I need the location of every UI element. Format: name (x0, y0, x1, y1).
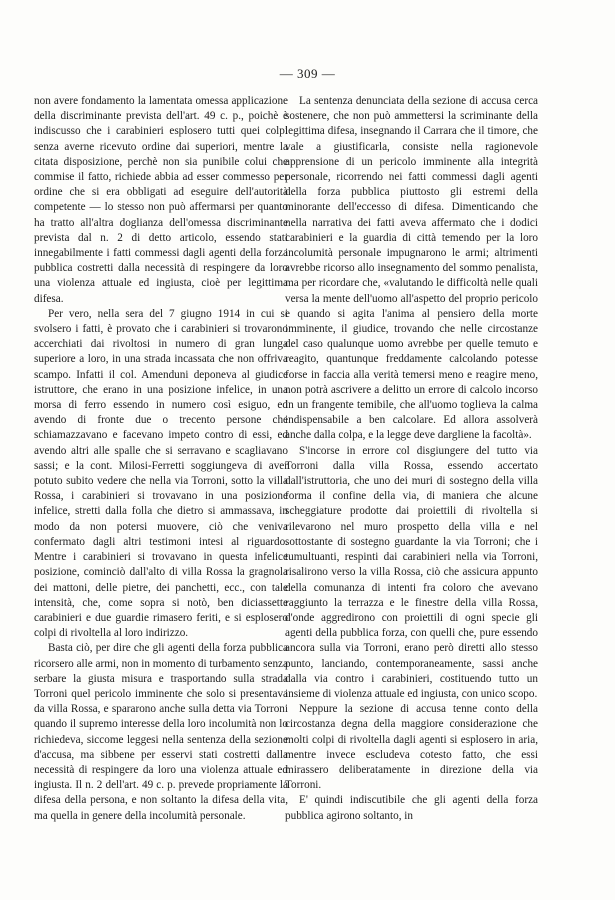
paragraph: La sentenza denunciata della sezione di accusa cerca sostenere, che non può ammettersi la scriminante della legittima difesa, insegnando il Carrara che il timore, che vale a giustificarla, consiste nella ragionevole apprensione di un pericolo imminente alla integrità personale, ricorrendo nei fatti commessi dagli agenti della forza pubblica piuttosto gli estremi della minorante dell'eccesso di difesa. Dimenticando che nella narrativa dei fatti aveva affermato che i dodici carabinieri e la guardia di città temendo per la loro incolumità personale impugnarono le armi; altrimenti avrebbe ricorso allo insegnamento del sommo penalista, ma per ricordare che, «valutando le difficoltà nelle quali versa la mente dell'uomo all'aspetto del proprio pericolo e quando si agita l'anima al pensiero della morte imminente, il giudice, trovando che nelle circostanze del caso qualunque uomo avrebbe per quelle temuto e reagito, quantunque freddamente calcolando potesse forse in faccia alla verità temersi meno e reagire meno, non potrà ascrivere a delitto un errore di calcolo incorso in un frangente temibile, che all'uomo toglieva la calma indispensabile a ben calcolare. Ed allora assolverà anche dalla colpa, e la legge deve dargliene la facoltà». (285, 95, 538, 442)
page-number: — 309 — (279, 66, 336, 81)
paragraph: Per vero, nella sera del 7 giugno 1914 in cui si svolsero i fatti, è provato che i carabinieri si trovarono accerchiati dai rivoltosi in numero di gran lunga superiore a loro, in una strada incassata che non offriva scampo. Infatti il col. Amenduni deponeva al giudice istruttore, che erano in una posizione infelice, in una morsa di ferro essendo in numero così esiguo, ed avendo di fronte due o trecento persone che schiamazzavano e facevano impeto contro di essi, ed avendo altri alle spalle che si serravano e scagliavano sassi; e la cont. Milosi-Ferretti soggiungeva di aver potuto subito vedere che nella via Torroni, sotto la villa Rossa, i carabinieri si trovavano in una posizione infelice, stretti dalla folla che dietro si ammassava, in modo da non potersi muovere, ciò che veniva confermato dagli altri testimoni intesi al riguardo. Mentre i carabinieri si trovavano in questa infelice posizione, cominciò dall'alto di villa Rossa la gragnola dei mattoni, delle pietre, dei panchetti, ecc., con tale intensità, che, come sopra si notò, ben diciassette carabinieri e due guardie rimasero feriti, e si esplosero colpi di rivoltella al loro indirizzo. (34, 307, 288, 640)
paragraph: non avere fondamento la lamentata omessa applicazione della discriminante prevista dell'art. 49 c. p., poichè è indiscusso che i carabinieri esplosero tutti quei colpi senza averne ricevuto ordine dai superiori, mentre la citata disposizione, perchè non sia punibile colui che commise il fatto, richiede abbia ad esser commesso per ordine che si era obbligati ad eseguire dell'autorità competente — lo stesso non può affermarsi per quanto ha tratto all'altra doglianza dell'omessa discriminante prevista dal n. 2 di detto articolo, essendo stati innegabilmente i fatti commessi dagli agenti della forza pubblica costretti dalla necessità di respingere da loro una violenza attuale ed ingiusta, cioè per legittima difesa. (34, 95, 288, 305)
paragraph: Neppure la sezione di accusa tenne conto della circostanza degna della maggiore considerazione che molti colpi di rivoltella dagli agenti si esplosero in aria, mentre invece escludeva cotesto fatto, che essi mirassero deliberatamente in direzione della via Torroni. (285, 703, 538, 792)
paragraph: Basta ciò, per dire che gli agenti della forza pubblica ricorsero alle armi, non in momento di turbamento senza serbare la giusta misura e trasportando sulla strada Torroni quel pericolo imminente che solo si presentava da villa Rossa, e spararono anche sulla detta via Torroni quando il supremo interesse della loro incolumità non lo richiedeva, siccome leggesi nella sentenza della sezione d'accusa, ma sibbene per esservi stati costretti dalla necessità di respingere da loro una violenza attuale ed ingiusta. Il n. 2 dell'art. 49 c. p. prevede propriamente la difesa della persona, e non soltanto la difesa della vita, ma quella in genere della incolumità personale. (34, 642, 288, 822)
left-text-column (34, 94, 288, 824)
paragraph: S'incorse in errore col disgiungere del tutto via Torroni dalla villa Rossa, essendo accertato dall'istruttoria, che uno dei muri di sostegno della villa forma il confine della via, di maniera che alcune scheggiature prodotte dai proiettili di rivoltella si rilevarono nel muro prospetto della villa e nel sottostante di sostegno guardante la via Torroni; che i tumultuanti, respinti dai carabinieri nella via Torroni, risalirono verso la villa Rossa, ciò che assicura appunto della comunanza di intenti fra coloro che avevano raggiunto la terrazza e le finestre della villa Rossa, d'onde aggredirono con proiettili di ogni specie gli agenti della pubblica forza, con quelli che, pure essendo ancora sulla via Torroni, erano però diretti allo stesso punto, lanciando, contemporaneamente, sassi anche dalla via contro i carabinieri, costituendo tutto un insieme di violenza attuale ed ingiusta, con unico scopo. (285, 444, 538, 700)
paragraph: E' quindi indiscutibile che gli agenti della forza pubblica agirono soltanto, in (285, 794, 538, 822)
right-text-column (285, 94, 538, 824)
